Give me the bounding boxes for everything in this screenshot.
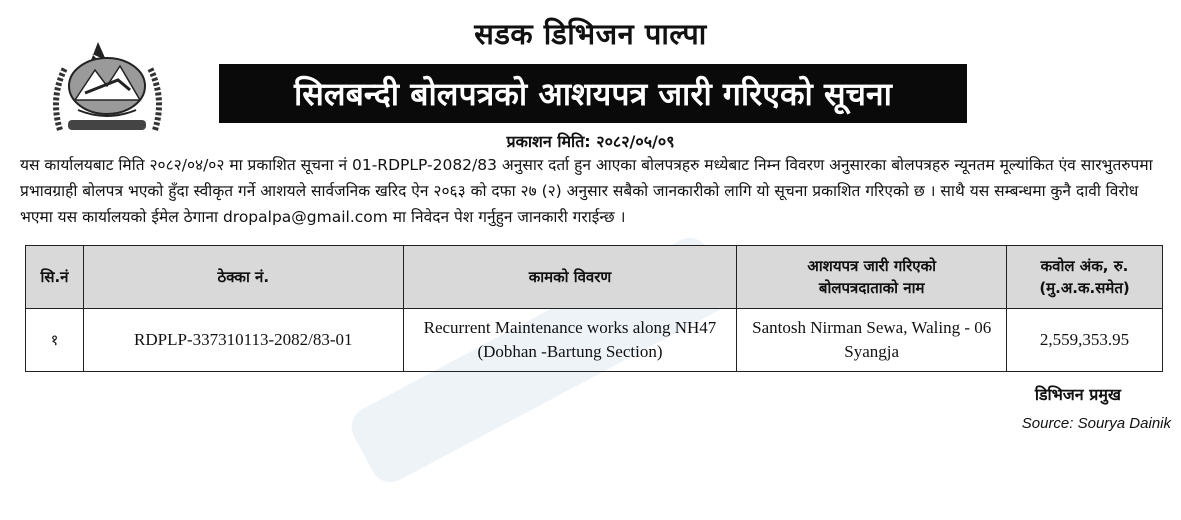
header-bidder-line1: आशयपत्र जारी गरिएको <box>807 257 937 275</box>
office-name: सडक डिभिजन पाल्पा <box>474 17 707 51</box>
signature-division-chief: डिभिजन प्रमुख <box>1034 385 1121 404</box>
notice-title-banner <box>219 64 967 123</box>
award-table <box>25 245 1163 372</box>
work-line1: Recurrent Maintenance works along NH47 <box>423 318 717 337</box>
bidder-line1: Santosh Nirman Sewa, Waling - 06 <box>752 318 992 337</box>
notice-title: सिलबन्दी बोलपत्रको आशयपत्र जारी गरिएको सूचना <box>294 75 892 113</box>
notice-body-text: यस कार्यालयबाट मिति २०८२/०४/०२ मा प्रकाशित सूचना नं 01-RDPLP-2082/83 अनुसार दर्ता हुन आएका बोलपत्रहरु मध्येबाट निम्न विवरण अनुसारका बोलपत्रहरु न्यूनतम मूल्यांकित एंव सारभुतरुपमा प्रभावग्राही बोलपत्र भएको हुँदा स्वीकृत गर्ने आशयले सार्वजनिक खरिद ऐन २०६३ को दफा २७ (२) अनुसार सबैको जानकारीको लागि यो सूचना प्रकाशित गरिएको छ । साथै यस सम्बन्धमा कुनै दावी विरोध भएमा यस कार्यालयको ईमेल ठेगाना dropalpa@gmail.com मा निवेदन पेश गर्नुहुन जानकारी गराईन्छ । <box>20 156 1153 226</box>
header-contract-no: ठेक्का नं. <box>83 246 403 309</box>
cell-sn: १ <box>26 309 84 372</box>
cell-bidder-name <box>737 309 1007 372</box>
header-amount-line1: कवोल अंक, रु. <box>1040 257 1129 275</box>
header-bidder-line2: बोलपत्रदाताको नाम <box>818 279 925 297</box>
header-amount-line2: (मु.अ.क.समेत) <box>1039 279 1130 297</box>
table-row <box>26 309 1163 372</box>
header-bid-amount <box>1007 246 1163 309</box>
cell-work-description <box>403 309 737 372</box>
cell-bid-amount: 2,559,353.95 <box>1007 309 1163 372</box>
publish-date: प्रकाशन मिति: २०८२/०५/०९ <box>506 132 675 151</box>
header-bidder-name <box>737 246 1007 309</box>
header-sn: सि.नं <box>26 246 84 309</box>
table-header-row <box>26 246 1163 309</box>
cell-contract-no: RDPLP-337310113-2082/83-01 <box>83 309 403 372</box>
source-credit: Source: Sourya Dainik <box>1021 415 1171 432</box>
nepal-government-emblem-icon <box>40 38 175 138</box>
header-work-description: कामको विवरण <box>403 246 737 309</box>
work-line2: (Dobhan -Bartung Section) <box>477 342 663 361</box>
bidder-line2: Syangja <box>844 342 900 361</box>
